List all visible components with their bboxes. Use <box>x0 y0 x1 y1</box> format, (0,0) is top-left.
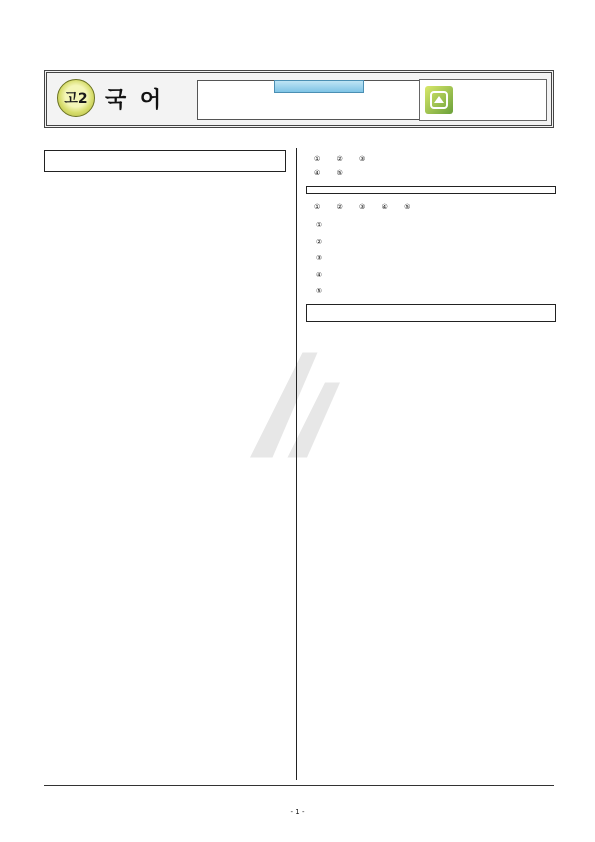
subject-title: 국 어 <box>105 88 165 113</box>
exam-title-box <box>197 80 439 120</box>
q2-choice-1[interactable]: ① <box>314 203 321 211</box>
column-divider <box>296 148 297 780</box>
right-column <box>306 148 556 322</box>
q1-choice-1[interactable]: ① <box>314 155 321 163</box>
q1-choice-5[interactable]: ⑤ <box>336 169 343 177</box>
reading-passage <box>44 150 286 172</box>
q1-choice-3[interactable]: ③ <box>359 155 366 163</box>
question-3-options <box>306 220 556 298</box>
page-number: - 1 - <box>290 808 305 816</box>
q1-choice-2[interactable]: ② <box>336 155 343 163</box>
q3-option-3[interactable]: ③ <box>316 254 323 263</box>
q2-choice-4[interactable]: ④ <box>381 203 388 211</box>
watermark-logo-icon <box>220 330 370 480</box>
publisher-logo-box <box>419 79 547 121</box>
question-2-choices <box>306 200 556 214</box>
q3-option-1[interactable]: ① <box>316 221 323 229</box>
page-header <box>44 70 554 128</box>
left-column <box>44 148 286 172</box>
grade-badge <box>57 79 95 117</box>
question-4-box <box>306 304 556 322</box>
q3-option-5[interactable]: ⑤ <box>316 287 323 296</box>
q3-option-4[interactable]: ④ <box>316 270 323 279</box>
question-2-box <box>306 186 556 194</box>
q3-option-2[interactable]: ② <box>316 237 323 246</box>
q2-choice-3[interactable]: ③ <box>359 203 366 211</box>
q1-choice-4[interactable]: ④ <box>314 169 321 177</box>
q2-choice-2[interactable]: ② <box>336 203 343 211</box>
publisher-logo-icon <box>425 86 453 114</box>
grade-badge-label: 고2 <box>57 79 95 117</box>
q2-choice-5[interactable]: ⑤ <box>404 203 411 211</box>
footer-divider <box>44 785 554 786</box>
exam-title-tab <box>274 80 364 93</box>
question-1-choices <box>306 152 556 180</box>
